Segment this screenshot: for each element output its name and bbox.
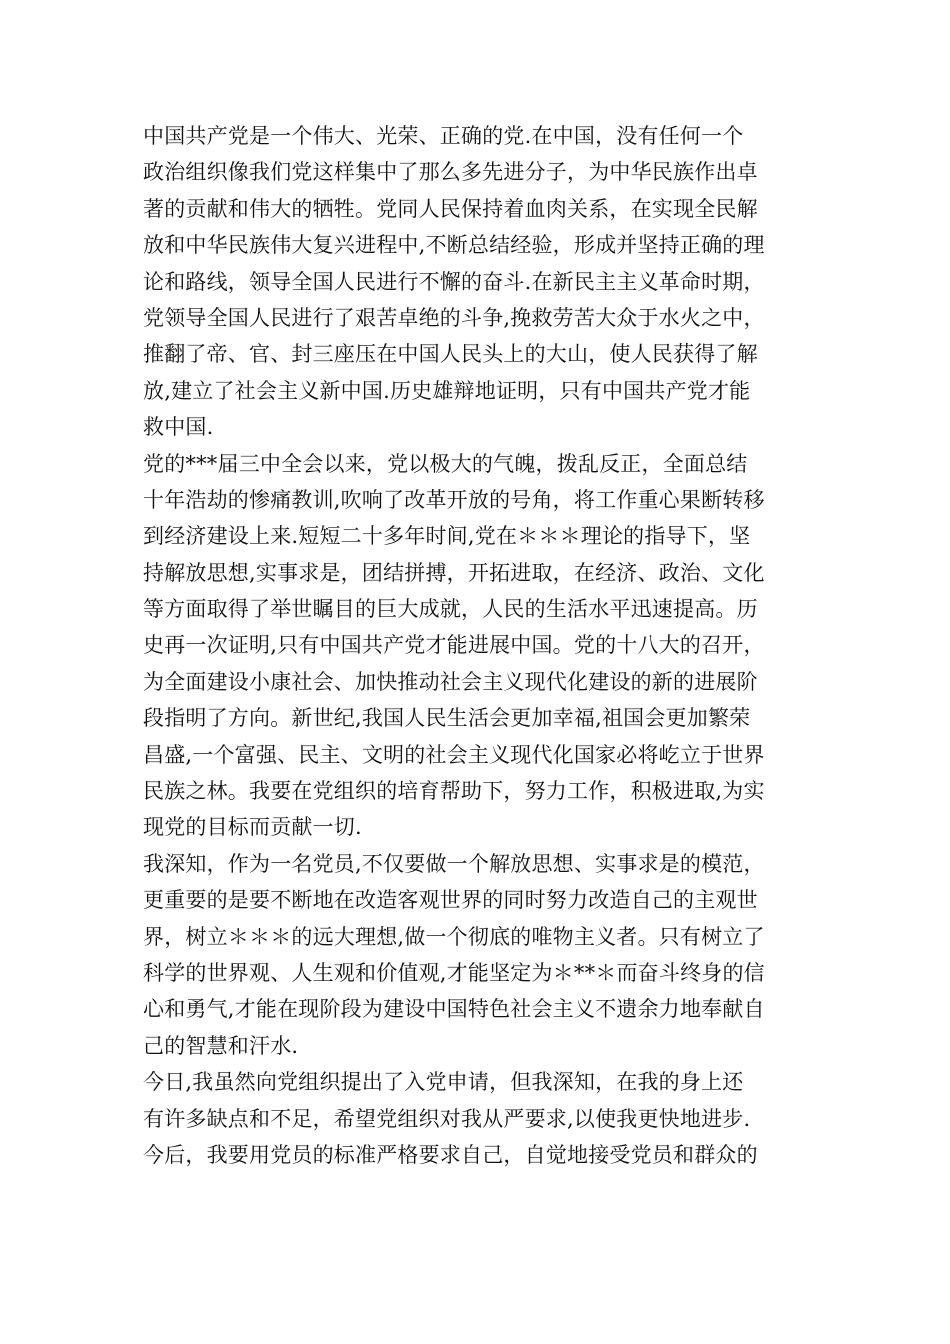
text-line: 界，树立＊＊＊的远大理想,做一个彻底的唯物主义者。只有树立了: [143, 924, 765, 949]
text-line: 论和路线，领导全国人民进行不懈的奋斗.在新民主主义革命时期，: [143, 269, 765, 294]
text-line: 持解放思想,实事求是，团结拼搏，开拓进取，在经济、政治、文化: [143, 560, 765, 585]
text-line: 放,建立了社会主义新中国.历史雄辩地证明，只有中国共产党才能: [143, 378, 751, 403]
text-line: 科学的世界观、人生观和价值观,才能坚定为＊**＊而奋斗终身的信: [143, 960, 765, 985]
text-line: 昌盛,一个富强、民主、文明的社会主义现代化国家必将屹立于世界: [143, 742, 765, 767]
text-line: 有许多缺点和不足，希望党组织对我从严要求,以使我更快地进步.: [143, 1106, 751, 1131]
text-line: 现党的目标而贡献一切.: [143, 815, 362, 840]
text-line: 党的***届三中全会以来，党以极大的气魄，拨乱反正，全面总结: [143, 451, 748, 476]
text-line: 心和勇气,才能在现阶段为建设中国特色社会主义不遗余力地奉献自: [143, 997, 765, 1022]
text-line: 政治组织像我们党这样集中了那么多先进分子，为中华民族作出卓: [143, 160, 758, 185]
text-line: 放和中华民族伟大复兴进程中,不断总结经验，形成并坚持正确的理: [143, 233, 765, 258]
text-line: 到经济建设上来.短短二十多年时间,党在＊＊＊理论的指导下，坚: [143, 524, 751, 549]
text-line: 为全面建设小康社会、加快推动社会主义现代化建设的新的进展阶: [143, 669, 758, 694]
text-line: 己的智慧和汗水.: [143, 1033, 299, 1058]
paragraph-2: [143, 446, 811, 846]
text-line: 史再一次证明,只有中国共产党才能进展中国。党的十八大的召开，: [143, 633, 765, 658]
text-line: 民族之林。我要在党组织的培育帮助下，努力工作，积极进取,为实: [143, 779, 765, 804]
text-line: 十年浩劫的惨痛教训,吹响了改革开放的号角，将工作重心果断转移: [143, 487, 765, 512]
text-line: 我深知，作为一名党员,不仅要做一个解放思想、实事求是的模范，: [143, 851, 765, 876]
text-line: 更重要的是要不断地在改造客观世界的同时努力改造自己的主观世: [143, 888, 758, 913]
text-line: 推翻了帝、官、封三座压在中国人民头上的大山，使人民获得了解: [143, 342, 758, 367]
paragraph-1: [143, 118, 811, 446]
paragraph-3: [143, 846, 811, 1064]
text-line: 今日,我虽然向党组织提出了入党申请，但我深知，在我的身上还: [143, 1070, 744, 1095]
paragraph-4: [143, 1064, 811, 1173]
text-line: 党领导全国人民进行了艰苦卓绝的斗争,挽救劳苦大众于水火之中，: [143, 305, 765, 330]
text-line: 中国共产党是一个伟大、光荣、正确的党.在中国，没有任何一个: [143, 124, 744, 148]
text-line: 等方面取得了举世瞩目的巨大成就，人民的生活水平迅速提高。历: [143, 597, 758, 622]
text-line: 段指明了方向。新世纪,我国人民生活会更加幸福,祖国会更加繁荣: [143, 706, 751, 731]
text-line: 救中国.: [143, 415, 214, 440]
text-line: 著的贡献和伟大的牺牲。党同人民保持着血肉关系，在实现全民解: [143, 196, 758, 221]
text-line: 今后，我要用党员的标准严格要求自己，自觉地接受党员和群众的: [143, 1142, 758, 1167]
document-body: [143, 118, 811, 1173]
